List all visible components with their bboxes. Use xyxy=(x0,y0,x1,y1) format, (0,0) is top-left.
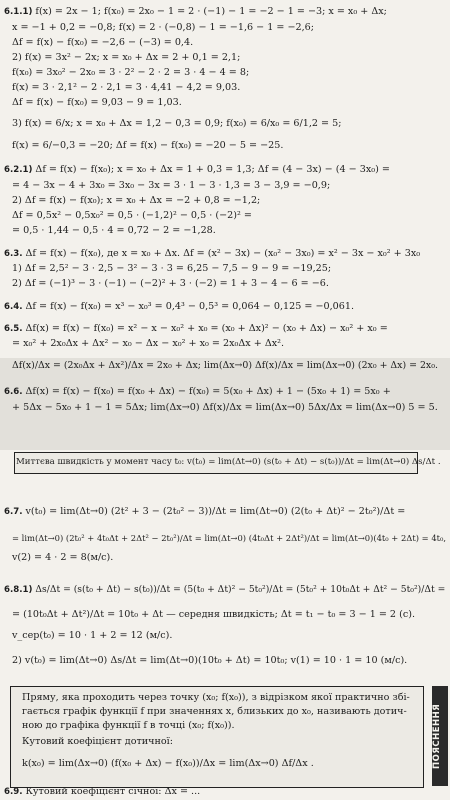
line-text: Δf = f(x) − f(x₀) = −2,6 − (−3) = 0,4. xyxy=(12,37,194,48)
text-line xyxy=(12,195,260,207)
line-text: = lim(Δt→0) (2t₀² + 4t₀Δt + 2Δt² − 2t₀²)/Δt = lim(Δt→0) (4t₀Δt + 2Δt²)/Δt = lim(Δt→0)(4t₀ + 2Δt) = 4t₀, xyxy=(12,533,447,543)
line-text: Δf(x)/Δx = (2x₀Δx + Δx²)/Δx = 2x₀ + Δx; lim(Δx→0) Δf(x)/Δx = lim(Δx→0) (2x₀ + Δx) = 2x₀. xyxy=(12,360,438,371)
line-text: Кутовий коефіцієнт дотичної: xyxy=(22,736,173,747)
line-text: Δf(x) = f(x) − f(x₀) = x² − x − x₀² + x₀ = (x₀ + Δx)² − (x₀ + Δx) − x₀² + x₀ = xyxy=(25,323,388,334)
line-text: 1) Δf = 2,5² − 3 · 2,5 − 3² − 3 · 3 = 6,25 − 7,5 − 9 − 9 = −19,25; xyxy=(12,263,332,274)
text-line xyxy=(4,584,445,596)
text-line xyxy=(4,323,388,335)
sidebar-label: ПОЯСНЕННЯ xyxy=(432,686,448,786)
line-text: k(x₀) = lim(Δx→0) (f(x₀ + Δx) − f(x₀))/Δx = lim(Δx→0) Δf/Δx . xyxy=(22,758,314,769)
exercise-number: 6.8.1) xyxy=(4,585,36,595)
line-text: 2) v(t₀) = lim(Δt→0) Δs/Δt = lim(Δt→0)(10t₀ + Δt) = 10t₀; v(1) = 10 · 1 = 10 (м/с). xyxy=(12,655,408,666)
text-line xyxy=(4,786,200,798)
text-line xyxy=(12,609,415,621)
line-text: x = −1 + 0,2 = −0,8; f(x) = 2 · (−0,8) − 1 = −1,6 − 1 = −2,6; xyxy=(12,22,315,33)
line-text: Δs/Δt = (s(t₀ + Δt) − s(t₀))/Δt = (5(t₀ + Δt)² − 5t₀²)/Δt = (5t₀² + 10t₀Δt + Δt² − 5t₀²)/Δt = xyxy=(35,584,446,595)
line-text: v(t₀) = lim(Δt→0) (2t² + 3 − (2t₀² − 3))/Δt = lim(Δt→0) (2(t₀ + Δt)² − 2t₀²)/Δt = xyxy=(25,506,406,517)
text-line xyxy=(12,630,172,642)
line-text: 2) Δf = f(x) − f(x₀); x = x₀ + Δx = −2 + 0,8 = −1,2; xyxy=(12,195,261,206)
line-text: 2) f(x) = 3x² − 2x; x = x₀ + Δx = 2 + 0,1 = 2,1; xyxy=(12,52,241,63)
text-line xyxy=(12,278,329,290)
line-text: Δf = 0,5x² − 0,5x₀² = 0,5 · (−1,2)² − 0,5 · (−2)² = xyxy=(12,210,252,221)
text-line xyxy=(22,706,407,718)
exercise-number: 6.5. xyxy=(4,324,26,334)
line-text: f(x) = 6/−0,3 = −20; Δf = f(x) − f(x₀) = −20 − 5 = −25. xyxy=(12,140,284,151)
text-line xyxy=(12,655,407,667)
exercise-number: 6.4. xyxy=(4,302,26,312)
line-text: Кутовий коефіцієнт січної: Δx = ... xyxy=(25,786,201,797)
text-line xyxy=(22,736,173,748)
text-line xyxy=(4,164,390,176)
line-text: v_сер(t₀) = 10 · 1 + 2 = 12 (м/с). xyxy=(12,630,173,641)
line-text: 3) f(x) = 6/x; x = x₀ + Δx = 1,2 − 0,3 = 0,9; f(x₀) = 6/x₀ = 6/1,2 = 5; xyxy=(12,118,342,129)
text-line xyxy=(22,720,235,732)
text-line xyxy=(4,301,354,313)
text-line xyxy=(12,82,240,94)
line-text: f(x) = 3 · 2,1² − 2 · 2,1 = 3 · 4,41 − 4,2 = 9,03. xyxy=(12,82,241,93)
exercise-number: 6.3. xyxy=(4,249,26,259)
text-line xyxy=(4,386,391,398)
text-line xyxy=(12,67,249,79)
line-text: 2) Δf = (−1)³ − 3 · (−1) − (−2)² + 3 · (−2) = 1 + 3 − 4 − 6 = −6. xyxy=(12,278,329,289)
line-text: = x₀² + 2x₀Δx + Δx² − x₀ − Δx − x₀² + x₀ = 2x₀Δx + Δx². xyxy=(12,338,285,349)
text-line xyxy=(12,52,240,64)
text-line xyxy=(16,456,441,468)
line-text: ною до графіка функції f в точці (x₀; f(x₀)). xyxy=(22,720,235,731)
exercise-number: 6.9. xyxy=(4,787,26,797)
line-text: = 4 − 3x − 4 + 3x₀ = 3x₀ − 3x = 3 · 1 − 3 · 1,3 = 3 − 3,9 = −0,9; xyxy=(12,180,331,191)
exercise-number: 6.1.1) xyxy=(4,7,36,17)
text-line xyxy=(4,6,387,18)
text-line xyxy=(12,552,113,564)
line-text: + 5Δx − 5x₀ + 1 − 1 = 5Δx; lim(Δx→0) Δf(x)/Δx = lim(Δx→0) 5Δx/Δx = lim(Δx→0) 5 = 5. xyxy=(12,402,438,413)
text-line xyxy=(12,360,438,372)
text-line xyxy=(22,758,314,770)
exercise-number: 6.2.1) xyxy=(4,165,36,175)
text-line xyxy=(12,180,330,192)
line-text: Δf = f(x) − f(x₀) = x³ − x₀³ = 0,4³ − 0,5³ = 0,064 − 0,125 = −0,061. xyxy=(25,301,354,312)
text-line xyxy=(22,692,410,704)
text-line xyxy=(4,506,405,518)
text-line xyxy=(12,118,342,130)
line-text: f(x) = 2x − 1; f(x₀) = 2x₀ − 1 = 2 · (−1) − 1 = −2 − 1 = −3; x = x₀ + Δx; xyxy=(35,6,387,17)
line-text: Δf = f(x) − f(x₀); x = x₀ + Δx = 1 + 0,3 = 1,3; Δf = (4 − 3x) − (4 − 3x₀) = xyxy=(35,164,390,175)
line-text: v(2) = 4 · 2 = 8(м/с). xyxy=(12,552,114,563)
line-text: Δf = f(x) − f(x₀) = 9,03 − 9 = 1,03. xyxy=(12,97,182,108)
line-text: Δf = f(x) − f(x₀), де x = x₀ + Δx. Δf = (x² − 3x) − (x₀² − 3x₀) = x² − 3x − x₀² + 3x₀ xyxy=(25,248,421,259)
text-line xyxy=(12,140,283,152)
text-line xyxy=(12,22,314,34)
line-text: Миттєва швидкість у момент часу t₀: v(t₀) = lim(Δt→0) (s(t₀ + Δt) − s(t₀))/Δt = lim(Δt→0) Δs/Δt . xyxy=(16,457,441,467)
text-line xyxy=(4,248,420,260)
line-text: гається графік функції f при значеннях x, близьких до x₀, називають дотич- xyxy=(22,706,407,717)
line-text: Пряму, яка проходить через точку (x₀; f(x₀)), з відрізком якої практично збі- xyxy=(22,692,410,703)
exercise-number: 6.6. xyxy=(4,387,26,397)
text-line xyxy=(12,532,446,544)
line-text: Δf(x) = f(x) − f(x₀) = f(x₀ + Δx) − f(x₀) = 5(x₀ + Δx) + 1 − (5x₀ + 1) = 5x₀ + xyxy=(25,386,391,397)
line-text: = 0,5 · 1,44 − 0,5 · 4 = 0,72 − 2 = −1,28. xyxy=(12,225,216,236)
text-line xyxy=(12,263,331,275)
text-line xyxy=(12,402,438,414)
text-line xyxy=(12,210,252,222)
line-text: f(x₀) = 3x₀² − 2x₀ = 3 · 2² − 2 · 2 = 3 · 4 − 4 = 8; xyxy=(12,67,250,78)
text-line xyxy=(12,225,216,237)
text-line xyxy=(12,97,182,109)
line-text: = (10t₀Δt + Δt²)/Δt = 10t₀ + Δt — середня швидкість; Δt = t₁ − t₀ = 3 − 1 = 2 (с). xyxy=(12,609,415,620)
text-line xyxy=(12,338,284,350)
exercise-number: 6.7. xyxy=(4,507,26,517)
text-line xyxy=(12,37,193,49)
